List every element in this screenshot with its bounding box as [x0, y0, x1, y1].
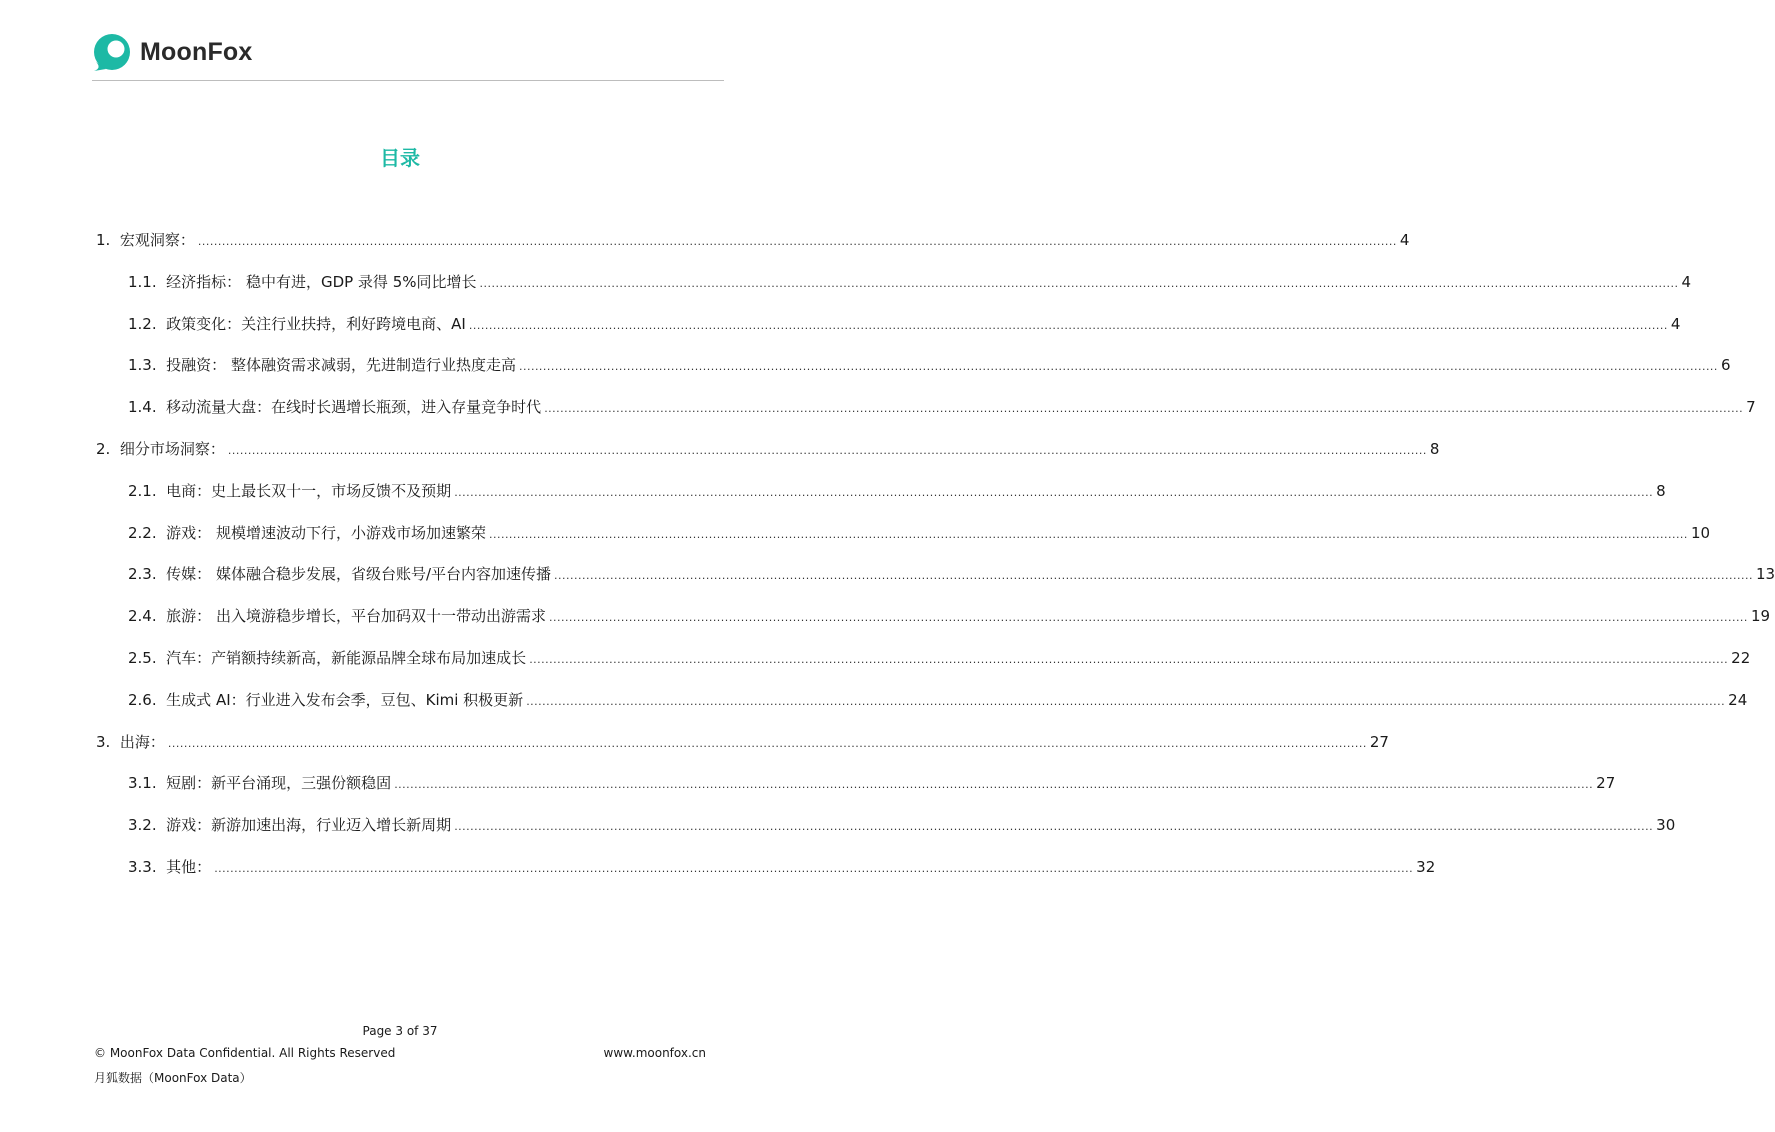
- toc-entry-page: 6: [1720, 356, 1731, 375]
- toc-dot-leader: ............................................................................................................................................................................................................................................................................................................: [167, 736, 1367, 750]
- page-title: 目录: [380, 146, 420, 170]
- toc-dot-leader: ............................................................................................................................................................................................................................................................................................................: [554, 569, 1753, 583]
- toc-entry-page: 19: [1750, 607, 1771, 626]
- toc-entry-title: 宏观洞察：: [119, 231, 195, 249]
- toc-entry-title: 短剧：新平台涌现，三强份额稳固: [166, 774, 392, 793]
- toc-entry[interactable]: [96, 811, 1676, 853]
- toc-dot-leader: ............................................................................................................................................................................................................................................................................................................: [548, 611, 1748, 625]
- toc-entry[interactable]: [96, 769, 1616, 811]
- toc-entry-page: 32: [1416, 857, 1436, 876]
- toc-entry-page: 13: [1755, 565, 1775, 584]
- toc-dot-leader: ............................................................................................................................................................................................................................................................................................................: [526, 694, 1726, 708]
- toc-entry-page: 10: [1690, 523, 1711, 542]
- toc-entry-page: 7: [1746, 398, 1756, 417]
- footer-page-number: Page 3 of 37: [362, 1024, 438, 1038]
- toc-entry-number: 3.1.: [128, 774, 167, 793]
- toc-entry[interactable]: [96, 602, 1771, 644]
- toc-entry-page: 8: [1429, 439, 1440, 458]
- toc-dot-leader: ............................................................................................................................................................................................................................................................................................................: [518, 360, 1718, 374]
- header: [92, 30, 252, 74]
- toc-entry[interactable]: [96, 351, 1731, 393]
- toc-entry-number: 2.2.: [128, 523, 167, 542]
- toc-dot-leader: ............................................................................................................................................................................................................................................................................................................: [488, 527, 1688, 541]
- toc-entry-title: 游戏： 规模增速波动下行，小游戏市场加速繁荣: [166, 523, 486, 542]
- toc-entry[interactable]: [96, 560, 1775, 602]
- toc-entry[interactable]: [96, 226, 1410, 268]
- toc-dot-leader: ............................................................................................................................................................................................................................................................................................................: [214, 861, 1414, 875]
- toc-entry[interactable]: [96, 393, 1756, 435]
- toc-dot-leader: ............................................................................................................................................................................................................................................................................................................: [544, 402, 1744, 416]
- toc-entry-number: 1.4.: [128, 398, 167, 417]
- toc-entry-number: 3.2.: [128, 816, 167, 835]
- footer-row: [94, 1046, 706, 1060]
- toc-entry-number: 1.: [96, 231, 120, 249]
- toc-entry-number: 2.4.: [128, 607, 167, 626]
- brand-name: MoonFox: [140, 37, 253, 66]
- toc-entry-page: 4: [1399, 231, 1410, 249]
- toc-entry[interactable]: [96, 728, 1389, 770]
- toc-entry-page: 4: [1681, 272, 1692, 291]
- toc-dot-leader: ............................................................................................................................................................................................................................................................................................................: [197, 235, 1397, 248]
- toc-entry-title: 移动流量大盘：在线时长遇增长瓶颈，进入存量竞争时代: [166, 398, 542, 417]
- toc-entry-page: 30: [1656, 816, 1676, 835]
- moonfox-logo-icon: [92, 32, 132, 72]
- toc-entry-page: 27: [1596, 774, 1616, 793]
- toc-dot-leader: ............................................................................................................................................................................................................................................................................................................: [454, 485, 1654, 499]
- toc-entry-number: 2.3.: [128, 565, 167, 584]
- footer-copyright: © MoonFox Data Confidential. All Rights Reserved: [94, 1046, 396, 1060]
- toc-entry-title: 细分市场洞察：: [119, 439, 225, 458]
- toc-entry[interactable]: [96, 644, 1751, 686]
- toc-entry-number: 2.: [96, 439, 120, 458]
- toc-dot-leader: ............................................................................................................................................................................................................................................................................................................: [529, 652, 1729, 666]
- toc-entry-title: 投融资： 整体融资需求减弱，先进制造行业热度走高: [166, 356, 516, 375]
- toc-entry-title: 政策变化：关注行业扶持，利好跨境电商、AI: [166, 314, 466, 333]
- toc-entry[interactable]: [96, 268, 1692, 310]
- toc-entry-title: 出海：: [119, 732, 165, 751]
- toc-dot-leader: ............................................................................................................................................................................................................................................................................................................: [394, 778, 1594, 792]
- toc-entry-title: 传媒： 媒体融合稳步发展，省级台账号/平台内容加速传播: [166, 565, 551, 584]
- toc-entry-title: 电商：史上最长双十一，市场反馈不及预期: [166, 481, 452, 500]
- toc-entry[interactable]: [96, 686, 1748, 728]
- toc-entry-number: 1.2.: [128, 314, 167, 333]
- toc-dot-leader: ............................................................................................................................................................................................................................................................................................................: [468, 318, 1668, 332]
- footer-website[interactable]: www.moonfox.cn: [603, 1046, 706, 1060]
- toc-entry[interactable]: [96, 477, 1666, 519]
- toc-entry-title: 旅游： 出入境游稳步增长，平台加码双十一带动出游需求: [166, 607, 546, 626]
- toc-entry[interactable]: [96, 435, 1440, 477]
- toc-entry-title: 汽车：产销额持续新高，新能源品牌全球布局加速成长: [166, 648, 527, 667]
- toc-entry-page: 4: [1670, 314, 1681, 333]
- table-of-contents: [96, 226, 1775, 895]
- toc-entry-page: 22: [1731, 648, 1751, 667]
- toc-entry-title: 游戏：新游加速出海，行业迈入增长新周期: [166, 816, 452, 835]
- toc-entry-title: 其他：: [166, 857, 212, 876]
- toc-dot-leader: ............................................................................................................................................................................................................................................................................................................: [454, 820, 1654, 834]
- toc-entry[interactable]: [96, 519, 1711, 561]
- toc-entry-number: 2.6.: [128, 690, 167, 709]
- toc-entry-page: 24: [1728, 690, 1748, 709]
- toc-entry-page: 27: [1369, 732, 1389, 751]
- header-divider: [92, 80, 724, 81]
- toc-entry[interactable]: [96, 853, 1436, 895]
- toc-dot-leader: ............................................................................................................................................................................................................................................................................................................: [479, 276, 1679, 290]
- toc-entry-page: 8: [1656, 481, 1666, 500]
- toc-entry-number: 1.3.: [128, 356, 167, 375]
- toc-entry-number: 2.1.: [128, 481, 167, 500]
- toc-entry-title: 生成式 AI：行业进入发布会季，豆包、Kimi 积极更新: [166, 690, 524, 709]
- toc-entry-number: 2.5.: [128, 648, 167, 667]
- footer-company: 月狐数据（MoonFox Data）: [94, 1071, 252, 1085]
- toc-dot-leader: ............................................................................................................................................................................................................................................................................................................: [227, 443, 1427, 457]
- toc-entry[interactable]: [96, 310, 1681, 352]
- toc-entry-number: 1.1.: [128, 272, 167, 291]
- toc-entry-number: 3.3.: [128, 857, 167, 876]
- toc-entry-number: 3.: [96, 732, 120, 751]
- toc-entry-title: 经济指标： 稳中有进，GDP 录得 5%同比增长: [166, 272, 477, 291]
